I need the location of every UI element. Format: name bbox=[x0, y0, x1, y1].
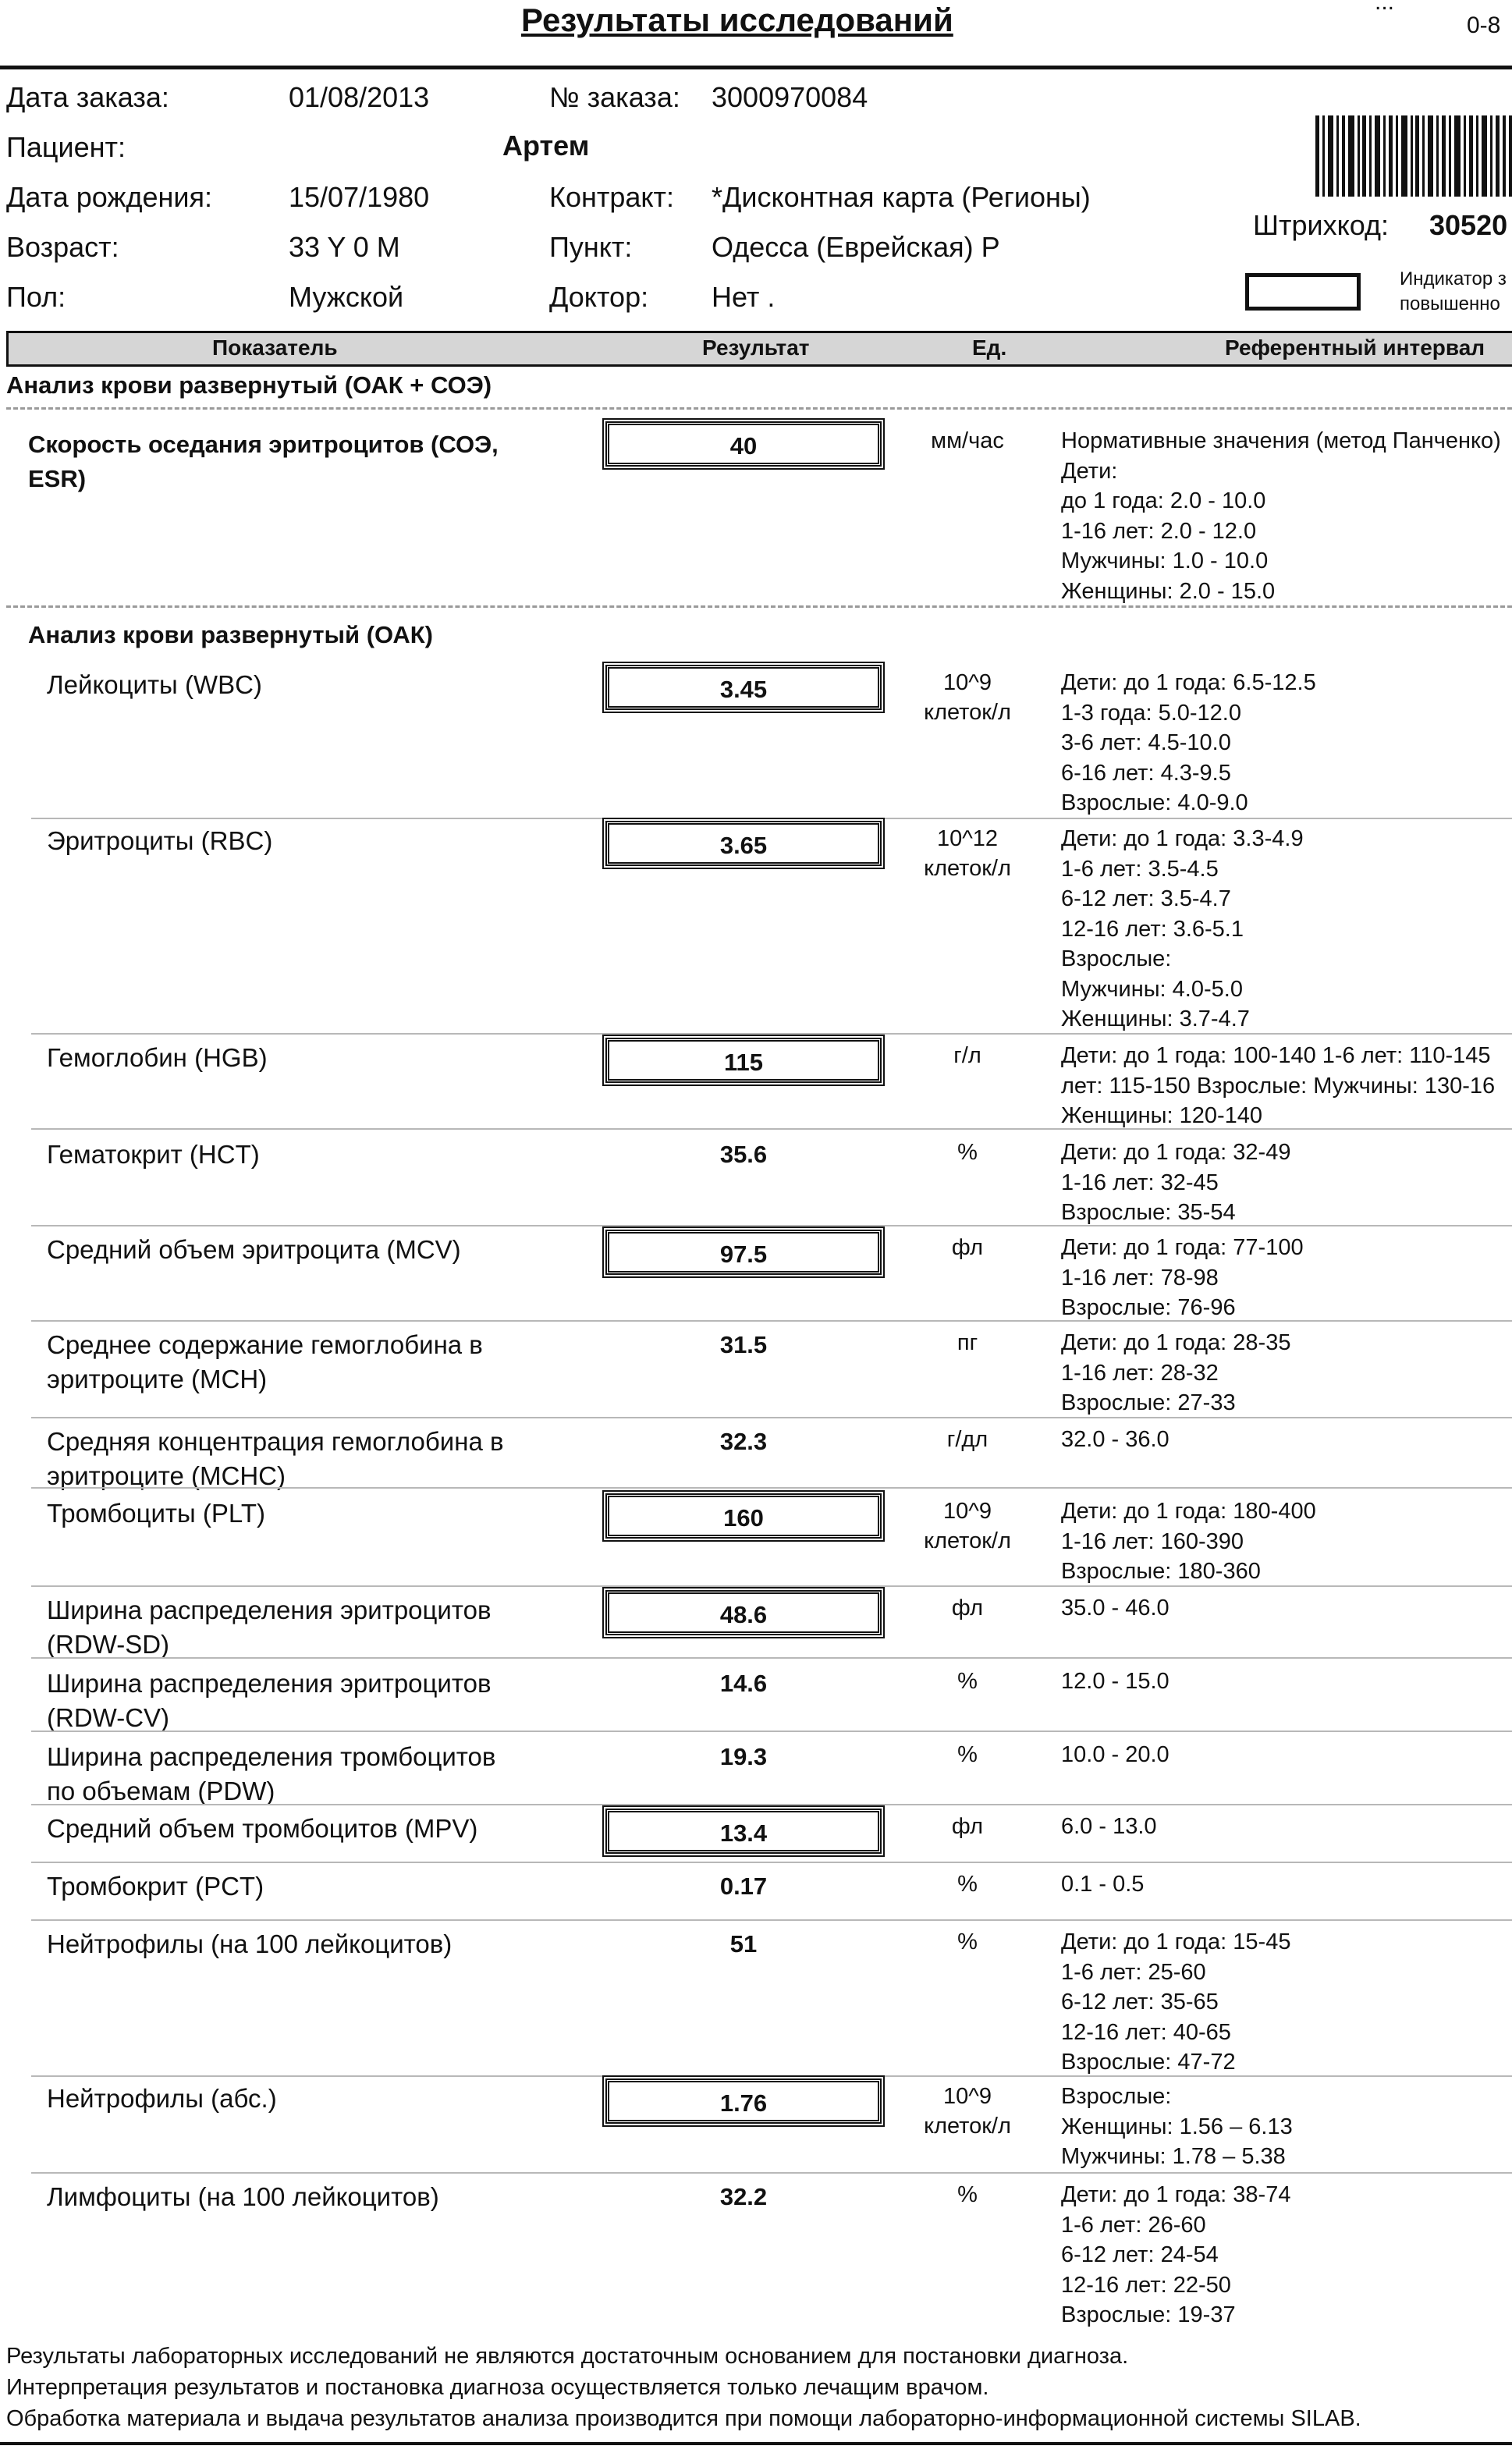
row-unit-line: г/дл bbox=[946, 1427, 988, 1452]
row-reference bbox=[1061, 668, 1316, 818]
footer-line-3: Обработка материала и выдача результатов анализа производится при помощи лабораторно-информационной системы SILAB. bbox=[6, 2406, 1361, 2431]
row-ref-line: лет: 115-150 Взрослые: Мужчины: 130-16 bbox=[1061, 1073, 1496, 1099]
indicator-line-2: повышенно bbox=[1400, 293, 1500, 314]
row-name: Средний объем тромбоцитов (MPV) bbox=[47, 1814, 478, 1843]
row-ref-line: 10.0 - 20.0 bbox=[1061, 1742, 1169, 1767]
row-unit-line: клеток/л bbox=[924, 700, 1011, 725]
row-divider bbox=[31, 1487, 1512, 1489]
column-reference: Референтный интервал bbox=[1225, 335, 1485, 360]
row-name: Лимфоциты (на 100 лейкоцитов) bbox=[47, 2182, 439, 2211]
row-unit bbox=[905, 2082, 1030, 2141]
row-ref-line: Женщины: 120-140 bbox=[1061, 1103, 1263, 1128]
row-value: 115 bbox=[602, 1035, 885, 1086]
esr-ref-line: Женщины: 2.0 - 15.0 bbox=[1061, 578, 1276, 604]
row-ref-line: Дети: до 1 года: 100-140 1-6 лет: 110-145 bbox=[1061, 1043, 1491, 1068]
row-unit bbox=[905, 1740, 1030, 1770]
row-ref-line: 1-16 лет: 28-32 bbox=[1061, 1360, 1219, 1386]
row-unit-line: 10^12 bbox=[936, 826, 999, 851]
row-reference bbox=[1061, 1869, 1144, 1900]
row-reference bbox=[1061, 1233, 1304, 1323]
row-name: Тромбоциты (PLT) bbox=[47, 1499, 265, 1528]
group-title: Анализ крови развернутый (ОАК + СОЭ) bbox=[6, 371, 492, 399]
footer-line-1: Результаты лабораторных исследований не являются достаточным основанием для постановки диагноза. bbox=[6, 2344, 1129, 2369]
row-value: 0.17 bbox=[719, 1873, 768, 1900]
row-divider bbox=[31, 1731, 1512, 1732]
row-reference bbox=[1061, 2082, 1293, 2172]
row-ref-line: 1-16 лет: 78-98 bbox=[1061, 1265, 1219, 1290]
row-value: 97.5 bbox=[602, 1226, 885, 1278]
row-unit bbox=[905, 824, 1030, 883]
patient-name: Артем bbox=[502, 130, 590, 162]
column-result: Результат bbox=[702, 335, 810, 360]
row-name: Среднее содержание гемоглобина в эритроците (MCH) bbox=[47, 1330, 483, 1393]
order-date-value: 01/08/2013 bbox=[289, 81, 430, 113]
barcode-label: Штрихкод: bbox=[1253, 209, 1390, 241]
row-value: 35.6 bbox=[719, 1141, 768, 1168]
row-unit-line: 10^9 bbox=[943, 670, 992, 695]
row-ref-line: 1-16 лет: 160-390 bbox=[1061, 1528, 1244, 1554]
group-divider bbox=[6, 407, 1512, 410]
dob-value: 15/07/1980 bbox=[289, 181, 430, 213]
row-reference bbox=[1061, 1138, 1290, 1228]
doctor-label: Доктор: bbox=[549, 281, 649, 313]
row-ref-line: 1-3 года: 5.0-12.0 bbox=[1061, 700, 1241, 726]
row-unit-line: % bbox=[957, 1742, 978, 1767]
row-unit bbox=[905, 1812, 1030, 1841]
row-value: 3.65 bbox=[602, 818, 885, 869]
row-unit bbox=[905, 2180, 1030, 2210]
row-ref-line: Женщины: 3.7-4.7 bbox=[1061, 1006, 1250, 1031]
esr-unit: мм/час bbox=[931, 428, 1004, 453]
row-unit bbox=[905, 1496, 1030, 1556]
row-ref-line: Мужчины: 1.78 – 5.38 bbox=[1061, 2144, 1286, 2169]
order-number-label: № заказа: bbox=[549, 81, 680, 113]
row-reference bbox=[1061, 1593, 1169, 1624]
row-value: 31.5 bbox=[719, 1331, 768, 1358]
row-unit bbox=[905, 1138, 1030, 1167]
row-ref-line: Взрослые: bbox=[1061, 2084, 1172, 2109]
row-unit bbox=[905, 1233, 1030, 1262]
row-reference bbox=[1061, 1667, 1169, 1697]
order-number-value: 3000970084 bbox=[712, 81, 868, 113]
row-unit bbox=[905, 1927, 1030, 1957]
row-ref-line: 6-12 лет: 3.5-4.7 bbox=[1061, 886, 1231, 911]
row-name: Ширина распределения эритроцитов (RDW-SD) bbox=[47, 1596, 492, 1659]
row-unit-line: % bbox=[957, 1872, 978, 1897]
row-name: Тромбокрит (PCT) bbox=[47, 1872, 264, 1901]
row-divider bbox=[31, 1128, 1512, 1130]
age-value: 33 Y 0 M bbox=[289, 231, 400, 263]
row-value: 160 bbox=[602, 1490, 885, 1542]
row-reference bbox=[1061, 1740, 1169, 1770]
row-ref-line: Женщины: 1.56 – 6.13 bbox=[1061, 2114, 1293, 2139]
row-unit-line: пг bbox=[957, 1330, 978, 1355]
row-name: Средний объем эритроцита (MCV) bbox=[47, 1235, 461, 1264]
page-title: Результаты исследований bbox=[521, 2, 953, 38]
row-value: 19.3 bbox=[719, 1743, 768, 1770]
row-reference bbox=[1061, 1812, 1157, 1842]
point-value: Одесса (Еврейская) Р bbox=[712, 231, 1000, 263]
esr-value: 40 bbox=[602, 418, 885, 470]
row-unit bbox=[905, 1425, 1030, 1454]
row-ref-line: Взрослые: bbox=[1061, 946, 1172, 971]
row-ref-line: 1-6 лет: 25-60 bbox=[1061, 1959, 1206, 1985]
esr-name: Скорость оседания эритроцитов (СОЭ, ESR) bbox=[28, 431, 499, 492]
age-label: Возраст: bbox=[6, 231, 119, 263]
top-right-upper-fragment: ... bbox=[1375, 0, 1395, 15]
row-name: Гемоглобин (HGB) bbox=[47, 1043, 268, 1072]
row-unit bbox=[905, 1593, 1030, 1623]
esr-divider bbox=[6, 605, 1512, 608]
column-unit: Ед. bbox=[972, 335, 1007, 360]
row-unit-line: % bbox=[957, 1929, 978, 1954]
row-ref-line: 12-16 лет: 3.6-5.1 bbox=[1061, 916, 1244, 942]
row-ref-line: Дети: до 1 года: 6.5-12.5 bbox=[1061, 670, 1316, 695]
row-reference bbox=[1061, 1927, 1290, 2078]
row-ref-line: Дети: до 1 года: 32-49 bbox=[1061, 1140, 1291, 1165]
row-name: Нейтрофилы (на 100 лейкоцитов) bbox=[47, 1929, 453, 1958]
footer-rule bbox=[0, 2442, 1512, 2445]
title-rule bbox=[0, 66, 1512, 69]
row-ref-line: Дети: до 1 года: 77-100 bbox=[1061, 1235, 1304, 1260]
row-unit-line: клеток/л bbox=[924, 856, 1011, 881]
sex-label: Пол: bbox=[6, 281, 66, 313]
top-right-fragment: 0-8 bbox=[1467, 12, 1501, 38]
row-value: 14.6 bbox=[719, 1670, 768, 1697]
contract-value: *Дисконтная карта (Регионы) bbox=[712, 181, 1091, 213]
row-value: 1.76 bbox=[602, 2075, 885, 2127]
footer-line-2: Интерпретация результатов и постановка диагноза осуществляется только лечащим врачом. bbox=[6, 2375, 989, 2400]
row-unit bbox=[905, 668, 1030, 727]
row-value: 51 bbox=[729, 1930, 758, 1958]
row-ref-line: 1-6 лет: 26-60 bbox=[1061, 2212, 1206, 2238]
row-name: Средняя концентрация гемоглобина в эритроците (MCHC) bbox=[47, 1427, 504, 1490]
row-unit-line: фл bbox=[951, 1814, 984, 1839]
row-ref-line: 6-16 лет: 4.3-9.5 bbox=[1061, 760, 1231, 786]
row-reference bbox=[1061, 1041, 1495, 1131]
esr-ref-line: Нормативные значения (метод Панченко) bbox=[1061, 428, 1501, 453]
row-name: Лейкоциты (WBC) bbox=[47, 670, 262, 699]
column-indicator: Показатель bbox=[212, 335, 338, 360]
row-reference bbox=[1061, 2180, 1290, 2330]
row-ref-line: 3-6 лет: 4.5-10.0 bbox=[1061, 730, 1231, 755]
row-ref-line: 12-16 лет: 40-65 bbox=[1061, 2019, 1231, 2045]
row-name: Ширина распределения тромбоцитов по объемам (PDW) bbox=[47, 1742, 496, 1805]
row-ref-line: 0.1 - 0.5 bbox=[1061, 1872, 1145, 1897]
row-ref-line: 12.0 - 15.0 bbox=[1061, 1669, 1169, 1694]
row-name: Нейтрофилы (абс.) bbox=[47, 2084, 277, 2113]
barcode-image bbox=[1315, 115, 1512, 197]
row-ref-line: 6-12 лет: 24-54 bbox=[1061, 2242, 1219, 2267]
row-reference bbox=[1061, 1425, 1169, 1455]
barcode-value: 30520 bbox=[1429, 209, 1508, 241]
dob-label: Дата рождения: bbox=[6, 181, 212, 213]
row-unit bbox=[905, 1667, 1030, 1696]
row-divider bbox=[31, 1657, 1512, 1659]
row-unit bbox=[905, 1041, 1030, 1070]
indicator-line-1: Индикатор з bbox=[1400, 268, 1507, 289]
sex-value: Мужской bbox=[289, 281, 404, 313]
row-ref-line: Взрослые: 180-360 bbox=[1061, 1559, 1261, 1584]
esr-ref-line: 1-16 лет: 2.0 - 12.0 bbox=[1061, 518, 1257, 544]
row-unit-line: % bbox=[957, 1669, 978, 1694]
row-ref-line: 1-6 лет: 3.5-4.5 bbox=[1061, 856, 1219, 882]
row-unit-line: клеток/л bbox=[924, 1528, 1011, 1553]
row-unit-line: % bbox=[957, 1140, 978, 1165]
row-ref-line: Дети: до 1 года: 3.3-4.9 bbox=[1061, 826, 1304, 851]
esr-ref-line: Мужчины: 1.0 - 10.0 bbox=[1061, 548, 1269, 573]
order-date-label: Дата заказа: bbox=[6, 81, 169, 113]
row-ref-line: 35.0 - 46.0 bbox=[1061, 1596, 1169, 1620]
row-ref-line: 12-16 лет: 22-50 bbox=[1061, 2272, 1231, 2298]
row-unit-line: % bbox=[957, 2182, 978, 2207]
row-reference bbox=[1061, 824, 1304, 1035]
contract-label: Контракт: bbox=[549, 181, 675, 213]
row-ref-line: 1-16 лет: 32-45 bbox=[1061, 1170, 1219, 1195]
row-ref-line: 6-12 лет: 35-65 bbox=[1061, 1990, 1219, 2015]
row-unit bbox=[905, 1328, 1030, 1358]
row-ref-line: 32.0 - 36.0 bbox=[1061, 1427, 1169, 1452]
row-ref-line: Взрослые: 27-33 bbox=[1061, 1390, 1236, 1415]
row-ref-line: Мужчины: 4.0-5.0 bbox=[1061, 976, 1243, 1002]
esr-ref-line: до 1 года: 2.0 - 10.0 bbox=[1061, 488, 1266, 513]
row-name: Эритроциты (RBC) bbox=[47, 826, 273, 855]
row-name: Ширина распределения эритроцитов (RDW-CV) bbox=[47, 1669, 492, 1732]
row-ref-line: Взрослые: 4.0-9.0 bbox=[1061, 790, 1248, 815]
patient-label: Пациент: bbox=[6, 131, 126, 163]
row-reference bbox=[1061, 1496, 1316, 1587]
row-ref-line: Дети: до 1 года: 38-74 bbox=[1061, 2182, 1291, 2207]
row-ref-line: Взрослые: 47-72 bbox=[1061, 2050, 1236, 2075]
row-unit-line: фл bbox=[951, 1596, 984, 1620]
row-unit-line: г/л bbox=[953, 1043, 981, 1068]
row-value: 13.4 bbox=[602, 1805, 885, 1857]
row-unit-line: 10^9 bbox=[943, 2084, 992, 2109]
subsection-title: Анализ крови развернутый (ОАК) bbox=[28, 621, 433, 648]
row-reference bbox=[1061, 1328, 1290, 1418]
row-ref-line: Взрослые: 35-54 bbox=[1061, 1200, 1236, 1225]
doctor-value: Нет . bbox=[712, 281, 776, 313]
row-value: 48.6 bbox=[602, 1587, 885, 1638]
row-ref-line: Взрослые: 76-96 bbox=[1061, 1295, 1236, 1320]
row-unit bbox=[905, 1869, 1030, 1899]
row-value: 32.3 bbox=[719, 1428, 768, 1455]
esr-reference bbox=[1061, 426, 1501, 606]
row-ref-line: Взрослые: 19-37 bbox=[1061, 2302, 1236, 2327]
row-unit-line: 10^9 bbox=[943, 1499, 992, 1524]
row-value: 3.45 bbox=[602, 662, 885, 713]
row-ref-line: Дети: до 1 года: 180-400 bbox=[1061, 1499, 1316, 1524]
row-value: 32.2 bbox=[719, 2183, 768, 2210]
indicator-box bbox=[1245, 273, 1361, 311]
point-label: Пункт: bbox=[549, 231, 633, 263]
row-ref-line: 6.0 - 13.0 bbox=[1061, 1814, 1157, 1839]
row-ref-line: Дети: до 1 года: 15-45 bbox=[1061, 1929, 1291, 1954]
row-name: Гематокрит (HCT) bbox=[47, 1140, 260, 1169]
row-unit-line: клеток/л bbox=[924, 2114, 1011, 2139]
row-unit-line: фл bbox=[951, 1235, 984, 1260]
row-ref-line: Дети: до 1 года: 28-35 bbox=[1061, 1330, 1291, 1355]
esr-ref-line: Дети: bbox=[1061, 458, 1118, 484]
